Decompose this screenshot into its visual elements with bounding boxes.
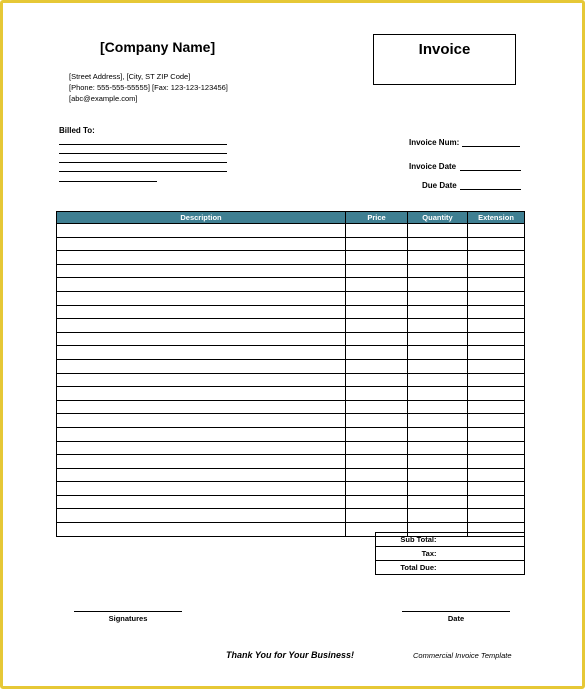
cell-price[interactable] (346, 346, 408, 360)
invoice-title: Invoice (418, 41, 471, 58)
signature-line[interactable] (74, 611, 182, 612)
cell-description[interactable] (57, 509, 346, 523)
subtotal-value[interactable] (439, 533, 525, 547)
cell-extension[interactable] (468, 346, 525, 360)
cell-quantity[interactable] (408, 495, 468, 509)
cell-quantity[interactable] (408, 264, 468, 278)
date-signature-line[interactable] (402, 611, 510, 612)
cell-description[interactable] (57, 455, 346, 469)
cell-extension[interactable] (468, 251, 525, 265)
cell-quantity[interactable] (408, 278, 468, 292)
table-row (57, 400, 525, 414)
cell-extension[interactable] (468, 224, 525, 238)
due-date-field[interactable] (460, 189, 521, 190)
tax-value[interactable] (439, 547, 525, 561)
cell-extension[interactable] (468, 482, 525, 496)
cell-price[interactable] (346, 278, 408, 292)
cell-extension[interactable] (468, 427, 525, 441)
cell-quantity[interactable] (408, 414, 468, 428)
table-row (57, 251, 525, 265)
line-items-table (56, 211, 525, 537)
template-name: Commercial Invoice Template (413, 651, 512, 660)
cell-extension[interactable] (468, 468, 525, 482)
cell-description[interactable] (57, 224, 346, 238)
table-row (57, 509, 525, 523)
thank-you-message: Thank You for Your Business! (226, 650, 355, 660)
cell-price[interactable] (346, 319, 408, 333)
cell-extension[interactable] (468, 441, 525, 455)
cell-quantity[interactable] (408, 455, 468, 469)
column-header-description: Description (57, 212, 346, 224)
subtotal-row (376, 533, 525, 547)
totals-table (375, 532, 525, 575)
cell-price[interactable] (346, 482, 408, 496)
cell-extension[interactable] (468, 305, 525, 319)
cell-quantity[interactable] (408, 237, 468, 251)
cell-extension[interactable] (468, 291, 525, 305)
table-row (57, 495, 525, 509)
table-row (57, 224, 525, 238)
invoice-title-box (373, 34, 516, 85)
cell-price[interactable] (346, 305, 408, 319)
table-row (57, 319, 525, 333)
cell-extension[interactable] (468, 495, 525, 509)
cell-description[interactable] (57, 264, 346, 278)
billed-to-line-3[interactable] (59, 162, 227, 163)
cell-quantity[interactable] (408, 427, 468, 441)
cell-price[interactable] (346, 495, 408, 509)
cell-extension[interactable] (468, 509, 525, 523)
cell-price[interactable] (346, 251, 408, 265)
line-items-body (57, 224, 525, 537)
billed-to-line-5[interactable] (59, 181, 157, 182)
cell-quantity[interactable] (408, 509, 468, 523)
cell-quantity[interactable] (408, 373, 468, 387)
date-label: Date (447, 614, 465, 623)
cell-extension[interactable] (468, 387, 525, 401)
cell-price[interactable] (346, 400, 408, 414)
cell-quantity[interactable] (408, 319, 468, 333)
table-row (57, 346, 525, 360)
cell-extension[interactable] (468, 332, 525, 346)
total-due-label: Total Due: (376, 561, 439, 575)
tax-row (376, 547, 525, 561)
cell-extension[interactable] (468, 373, 525, 387)
cell-price[interactable] (346, 332, 408, 346)
cell-description[interactable] (57, 441, 346, 455)
cell-quantity[interactable] (408, 224, 468, 238)
table-row (57, 427, 525, 441)
cell-quantity[interactable] (408, 346, 468, 360)
cell-description[interactable] (57, 400, 346, 414)
cell-extension[interactable] (468, 455, 525, 469)
table-header-row (57, 212, 525, 224)
invoice-num-field[interactable] (462, 146, 520, 147)
cell-price[interactable] (346, 359, 408, 373)
cell-price[interactable] (346, 427, 408, 441)
column-header-extension: Extension (468, 212, 525, 224)
cell-price[interactable] (346, 373, 408, 387)
cell-quantity[interactable] (408, 400, 468, 414)
cell-description[interactable] (57, 387, 346, 401)
cell-quantity[interactable] (408, 251, 468, 265)
invoice-date-field[interactable] (460, 170, 521, 171)
billed-to-line-4[interactable] (59, 171, 227, 172)
total-due-value[interactable] (439, 561, 525, 575)
total-due-row (376, 561, 525, 575)
cell-price[interactable] (346, 509, 408, 523)
cell-extension[interactable] (468, 400, 525, 414)
table-row (57, 237, 525, 251)
cell-price[interactable] (346, 468, 408, 482)
cell-extension[interactable] (468, 264, 525, 278)
cell-description[interactable] (57, 414, 346, 428)
cell-description[interactable] (57, 305, 346, 319)
cell-price[interactable] (346, 291, 408, 305)
cell-quantity[interactable] (408, 482, 468, 496)
cell-description[interactable] (57, 495, 346, 509)
due-date-label: Due Date (422, 181, 457, 190)
table-row (57, 278, 525, 292)
column-header-quantity: Quantity (408, 212, 468, 224)
cell-description[interactable] (57, 278, 346, 292)
cell-extension[interactable] (468, 359, 525, 373)
cell-quantity[interactable] (408, 291, 468, 305)
cell-quantity[interactable] (408, 305, 468, 319)
cell-quantity[interactable] (408, 387, 468, 401)
cell-price[interactable] (346, 237, 408, 251)
cell-price[interactable] (346, 224, 408, 238)
table-row (57, 359, 525, 373)
company-phone-fax: [Phone: 555-555-55555] [Fax: 123-123-123456] (69, 83, 228, 92)
cell-extension[interactable] (468, 319, 525, 333)
table-row (57, 468, 525, 482)
billed-to-label: Billed To: (59, 126, 95, 135)
cell-description[interactable] (57, 427, 346, 441)
company-email: [abc@example.com] (69, 94, 138, 103)
cell-description[interactable] (57, 319, 346, 333)
invoice-date-label: Invoice Date (409, 162, 457, 171)
table-row (57, 387, 525, 401)
cell-price[interactable] (346, 414, 408, 428)
company-name: [Company Name] (100, 39, 216, 55)
cell-quantity[interactable] (408, 332, 468, 346)
table-row (57, 455, 525, 469)
table-row (57, 332, 525, 346)
cell-description[interactable] (57, 482, 346, 496)
invoice-num-label: Invoice Num: (409, 138, 460, 147)
cell-quantity[interactable] (408, 441, 468, 455)
cell-description[interactable] (57, 237, 346, 251)
table-row (57, 414, 525, 428)
cell-description[interactable] (57, 373, 346, 387)
tax-label: Tax: (376, 547, 439, 561)
subtotal-label: Sub Total: (376, 533, 439, 547)
cell-price[interactable] (346, 264, 408, 278)
table-row (57, 441, 525, 455)
cell-description[interactable] (57, 332, 346, 346)
cell-extension[interactable] (468, 414, 525, 428)
table-row (57, 482, 525, 496)
cell-description[interactable] (57, 468, 346, 482)
table-row (57, 305, 525, 319)
cell-price[interactable] (346, 387, 408, 401)
table-row (57, 291, 525, 305)
column-header-price: Price (346, 212, 408, 224)
billed-to-line-1[interactable] (59, 144, 227, 145)
table-row (57, 264, 525, 278)
cell-quantity[interactable] (408, 359, 468, 373)
company-address: [Street Address], [City, ST ZIP Code] (69, 72, 191, 81)
cell-price[interactable] (346, 455, 408, 469)
cell-description[interactable] (57, 251, 346, 265)
cell-quantity[interactable] (408, 468, 468, 482)
cell-description[interactable] (57, 291, 346, 305)
cell-description[interactable] (57, 359, 346, 373)
signatures-label: Signatures (108, 614, 148, 623)
cell-description[interactable] (57, 346, 346, 360)
billed-to-line-2[interactable] (59, 153, 227, 154)
cell-price[interactable] (346, 441, 408, 455)
cell-extension[interactable] (468, 278, 525, 292)
table-row (57, 373, 525, 387)
cell-extension[interactable] (468, 237, 525, 251)
cell-description[interactable] (57, 523, 346, 537)
